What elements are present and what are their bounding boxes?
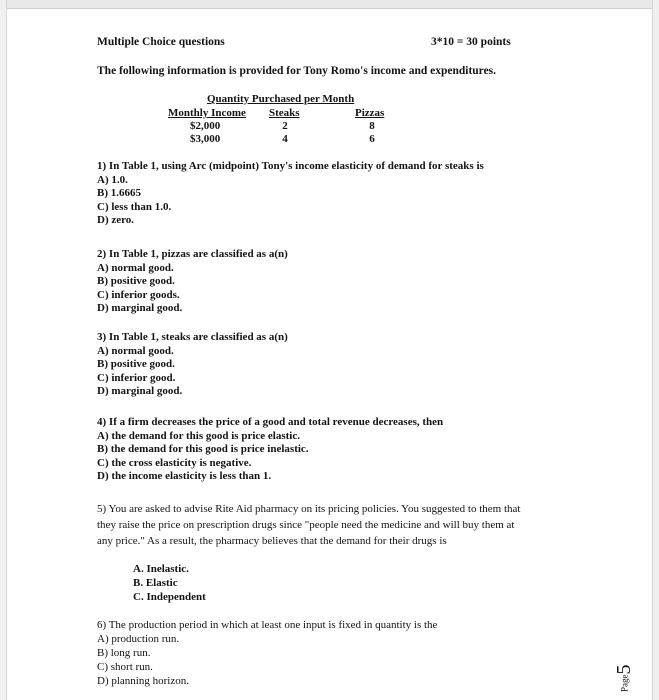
answer-option: D) planning horizon. bbox=[97, 675, 189, 687]
question-stem: 3) In Table 1, steaks are classified as a(n) bbox=[97, 331, 288, 343]
answer-option: D) marginal good. bbox=[97, 385, 183, 397]
answer-option: A) normal good. bbox=[97, 344, 174, 357]
table-cell: 6 bbox=[369, 133, 375, 145]
table-column-income: Monthly Income bbox=[168, 107, 246, 119]
window-top-edge bbox=[0, 0, 659, 9]
answer-option: A) 1.0. bbox=[97, 173, 128, 186]
points-label: 3*10 = 30 points bbox=[431, 36, 511, 48]
answer-option: C) inferior good. bbox=[97, 371, 176, 384]
question-4 bbox=[97, 416, 443, 484]
answer-option: C) inferior goods. bbox=[97, 288, 180, 301]
question-5 bbox=[97, 501, 587, 549]
table-cell: $2,000 bbox=[190, 120, 221, 132]
answer-option: B) the demand for this good is price inelastic. bbox=[97, 443, 309, 455]
page-number-value: 5 bbox=[613, 664, 635, 675]
answer-option: A) the demand for this good is price elastic. bbox=[97, 429, 300, 442]
answer-option: D) marginal good. bbox=[97, 302, 183, 314]
page-number bbox=[613, 656, 635, 692]
question-stem: 4) If a firm decreases the price of a good and total revenue decreases, then bbox=[97, 416, 444, 428]
question-1 bbox=[97, 160, 484, 228]
page-label: Page bbox=[619, 674, 630, 692]
question-stem: 6) The production period in which at least one input is fixed in quantity is the bbox=[97, 619, 438, 631]
table-column-pizzas: Pizzas bbox=[355, 107, 385, 119]
question-6 bbox=[97, 618, 437, 688]
table-heading: Quantity Purchased per Month bbox=[207, 93, 355, 105]
answer-option: C) short run. bbox=[97, 661, 153, 673]
answer-option: B) positive good. bbox=[97, 358, 175, 370]
table-column-steaks: Steaks bbox=[269, 107, 300, 119]
answer-option: B. Elastic bbox=[133, 577, 178, 589]
question-stem-line: any price." As a result, the pharmacy believes that the demand for their drugs is bbox=[97, 535, 447, 547]
answer-option: A. Inelastic. bbox=[133, 563, 189, 575]
answer-option: D) zero. bbox=[97, 214, 135, 226]
table-cell: 4 bbox=[282, 133, 288, 145]
question-3 bbox=[97, 331, 288, 399]
answer-option: C. Independent bbox=[133, 591, 206, 603]
section-title: Multiple Choice questions bbox=[97, 36, 225, 48]
answer-option: B) 1.6665 bbox=[97, 187, 141, 199]
question-stem: 1) In Table 1, using Arc (midpoint) Tony's income elasticity of demand for steaks is bbox=[97, 160, 484, 172]
answer-option: B) long run. bbox=[97, 647, 151, 659]
window-left-edge bbox=[0, 0, 7, 700]
intro-text: The following information is provided for Tony Romo's income and expenditures. bbox=[97, 65, 497, 77]
answer-option: B) positive good. bbox=[97, 275, 175, 287]
question-5-options bbox=[133, 562, 206, 604]
question-stem-line: 5) You are asked to advise Rite Aid pharmacy on its pricing policies. You suggested to them that bbox=[97, 503, 521, 515]
question-stem-line: they raise the price on prescription drugs since "people need the medicine and will buy them at bbox=[97, 519, 515, 531]
answer-option: C) the cross elasticity is negative. bbox=[97, 456, 252, 469]
window-right-edge bbox=[652, 0, 659, 700]
table-cell: 8 bbox=[369, 120, 375, 132]
answer-option: A) production run. bbox=[97, 633, 180, 645]
answer-option: C) less than 1.0. bbox=[97, 200, 172, 213]
question-stem: 2) In Table 1, pizzas are classified as a(n) bbox=[97, 248, 288, 260]
table-cell: 2 bbox=[282, 120, 288, 132]
answer-option: D) the income elasticity is less than 1. bbox=[97, 470, 272, 482]
question-2 bbox=[97, 248, 288, 316]
table-cell: $3,000 bbox=[190, 133, 221, 145]
answer-option: A) normal good. bbox=[97, 261, 174, 274]
